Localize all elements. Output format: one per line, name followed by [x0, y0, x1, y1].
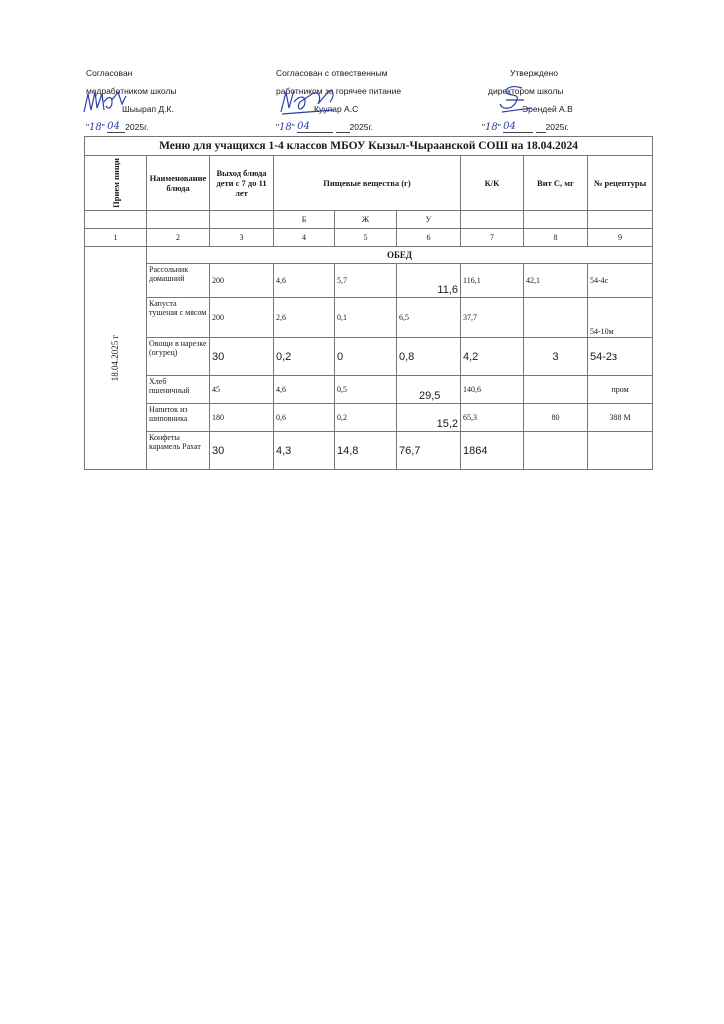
- approval-director-year: 2025г.: [545, 122, 569, 132]
- dish-name: Капуста тушеная с мясом: [147, 298, 210, 338]
- kcal: 140,6: [461, 376, 524, 404]
- fat: 0,2: [335, 404, 397, 432]
- header-dish: Наименование блюда: [147, 156, 210, 211]
- approval-medic-date: "18" 04 2025г.: [86, 121, 149, 133]
- vit-c: 3: [524, 338, 588, 376]
- subheader-u: У: [397, 211, 461, 229]
- header-portion: Выход блюда дети с 7 до 11 лет: [210, 156, 274, 211]
- fat: 0,5: [335, 376, 397, 404]
- protein: 2,6: [274, 298, 335, 338]
- approval-food-name: Куулар А.С: [314, 104, 359, 114]
- subheader-b: Б: [274, 211, 335, 229]
- recipe-number: пром: [588, 376, 653, 404]
- portion: 200: [210, 264, 274, 298]
- column-number: 6: [397, 229, 461, 247]
- portion: 45: [210, 376, 274, 404]
- approval-block: [0, 66, 724, 138]
- approval-director-line1: Утверждено: [510, 68, 558, 78]
- fat: 5,7: [335, 264, 397, 298]
- approval-director-date: "18" 04 2025г.: [482, 121, 569, 133]
- vit-c: [524, 432, 588, 470]
- carbs: 29,5: [397, 376, 461, 404]
- approval-medic-name: Шыырап Д.К.: [122, 104, 174, 114]
- protein: 4,3: [274, 432, 335, 470]
- column-number: 3: [210, 229, 274, 247]
- approval-food-date: "18" 04 2025г.: [276, 121, 373, 133]
- protein: 0,6: [274, 404, 335, 432]
- approval-food-line2: работником за горячее питание: [276, 86, 402, 96]
- approval-food-line1: Согласован с отвественным: [276, 68, 388, 78]
- kcal: 37,7: [461, 298, 524, 338]
- approval-medic-line1: Согласован: [86, 68, 133, 78]
- header-vitc: Вит С, мг: [524, 156, 588, 211]
- table-row: [85, 264, 653, 298]
- kcal: 4,2: [461, 338, 524, 376]
- column-number: 9: [588, 229, 653, 247]
- approval-food-day: 18: [279, 122, 292, 133]
- approval-director-underline: [536, 132, 546, 133]
- header-nutrients: Пищевые вещества (г): [274, 156, 461, 211]
- director-signature: [492, 82, 536, 118]
- carbs: 11,6: [397, 264, 461, 298]
- header-meal: [85, 156, 147, 211]
- column-number: 5: [335, 229, 397, 247]
- recipe-number: 388 М: [588, 404, 653, 432]
- dish-name: Напиток из шиповника: [147, 404, 210, 432]
- vit-c: [524, 298, 588, 338]
- kcal: 65,3: [461, 404, 524, 432]
- column-number: 2: [147, 229, 210, 247]
- recipe-number: 54-4с: [588, 264, 653, 298]
- menu-table: [84, 136, 653, 470]
- header-recipe: № рецептуры: [588, 156, 653, 211]
- fat: 0,1: [335, 298, 397, 338]
- column-number: 4: [274, 229, 335, 247]
- fat: 0: [335, 338, 397, 376]
- menu-title: Меню для учащихся 1-4 классов МБОУ Кызыл-Чыраанской СОШ на 18.04.2024: [85, 137, 653, 156]
- carbs: 6,5: [397, 298, 461, 338]
- column-number-row: [85, 229, 653, 247]
- approval-food-month: 04: [297, 121, 333, 133]
- approval-medic-day: 18: [89, 122, 102, 133]
- carbs: 15,2: [397, 404, 461, 432]
- dish-name: Овощи в нарезке (огурец): [147, 338, 210, 376]
- portion: 30: [210, 432, 274, 470]
- medic-signature: [82, 88, 130, 118]
- protein: 0,2: [274, 338, 335, 376]
- dish-name: Конфеты карамель Рахат: [147, 432, 210, 470]
- approval-director-day: 18: [485, 122, 498, 133]
- vit-c: [524, 376, 588, 404]
- portion: 200: [210, 298, 274, 338]
- column-number: 7: [461, 229, 524, 247]
- carbs: 76,7: [397, 432, 461, 470]
- approval-food-underline: [336, 132, 350, 133]
- dish-name: Хлеб пшеничный: [147, 376, 210, 404]
- vit-c: 42,1: [524, 264, 588, 298]
- date-cell: [85, 247, 147, 470]
- approval-director-line2: директором школы: [488, 86, 564, 96]
- kcal: 1864: [461, 432, 524, 470]
- subheader-zh: Ж: [335, 211, 397, 229]
- approval-medic-line2: медработником школы: [86, 86, 177, 96]
- date-label: 18.04.2025 г: [110, 334, 121, 382]
- approval-director-name: Эрендей А.В: [522, 104, 573, 114]
- section-label: ОБЕД: [147, 247, 653, 264]
- column-number: 8: [524, 229, 588, 247]
- table-row: [85, 432, 653, 470]
- table-row: [85, 404, 653, 432]
- fat: 14,8: [335, 432, 397, 470]
- vit-c: 80: [524, 404, 588, 432]
- approval-medic-year: 2025г.: [125, 122, 149, 132]
- column-number: 1: [85, 229, 147, 247]
- recipe-number: 54-10м: [588, 298, 653, 338]
- approval-director-month: 04: [503, 121, 533, 133]
- carbs: 0,8: [397, 338, 461, 376]
- protein: 4,6: [274, 376, 335, 404]
- recipe-number: [588, 432, 653, 470]
- dish-name: Рассольник домашний: [147, 264, 210, 298]
- kcal: 116,1: [461, 264, 524, 298]
- food-responsible-signature: [278, 84, 338, 118]
- nutrient-subheader-row: [85, 211, 653, 229]
- protein: 4,6: [274, 264, 335, 298]
- portion: 30: [210, 338, 274, 376]
- table-row: [85, 376, 653, 404]
- approval-medic-month: 04: [107, 121, 125, 133]
- portion: 180: [210, 404, 274, 432]
- recipe-number: 54-2з: [588, 338, 653, 376]
- header-kcal: К/К: [461, 156, 524, 211]
- table-row: [85, 298, 653, 338]
- header-meal-label: Прием пищи: [110, 158, 121, 208]
- table-row: [85, 338, 653, 376]
- approval-food-year: 2025г.: [349, 122, 373, 132]
